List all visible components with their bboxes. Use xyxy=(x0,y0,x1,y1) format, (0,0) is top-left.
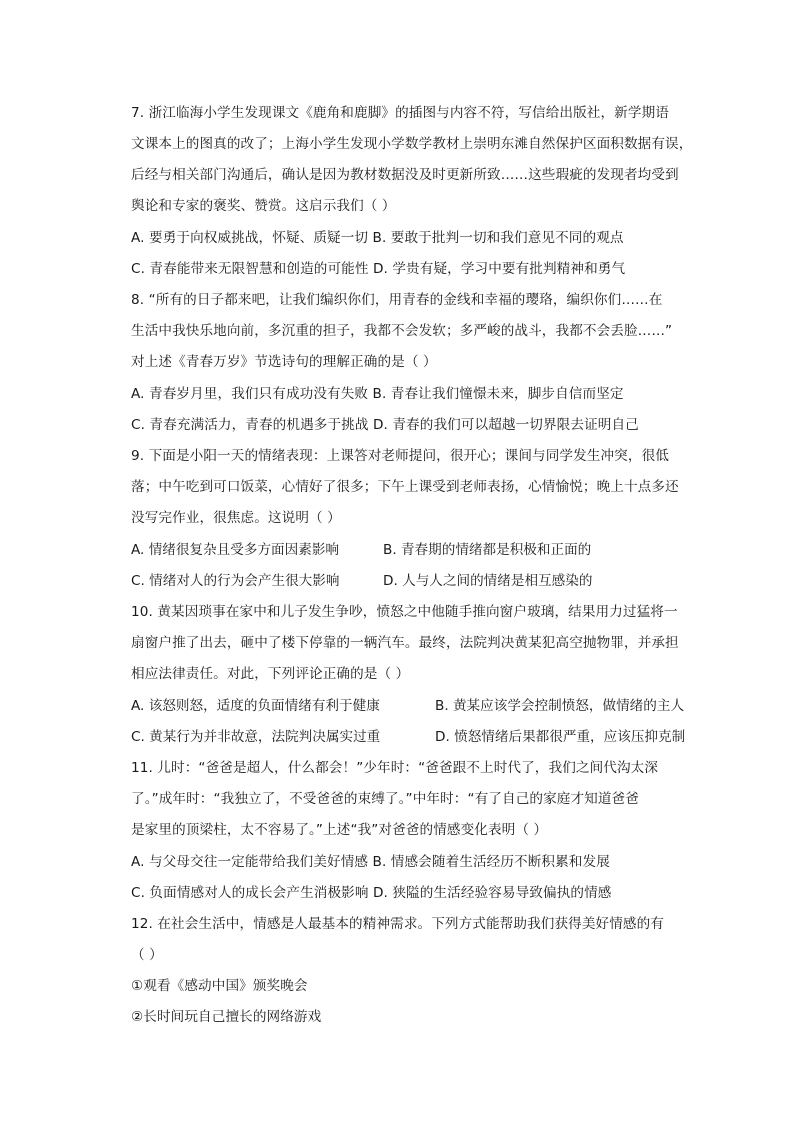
q7-stem-line-3: 后经与相关部门沟通后，确认是因为教材数据没及时更新所致……这些瑕疵的发现者均受到 xyxy=(131,167,679,183)
q10-option-c: C. 黄某行为并非故意，法院判决属实过重 xyxy=(131,729,381,745)
q9-option-c: C. 情绪对人的行为会产生很大影响 xyxy=(131,573,340,589)
q7-options-ab: A. 要勇于向权威挑战，怀疑、质疑一切 B. 要敢于批判一切和我们意见不同的观点 xyxy=(131,230,624,246)
q12-item-2: ②长时间玩自己擅长的网络游戏 xyxy=(131,1009,322,1025)
q8-options-cd: C. 青春充满活力，青春的机遇多于挑战 D. 青春的我们可以超越一切界限去证明自己 xyxy=(131,417,639,433)
q8-stem-line-3: 对上述《青春万岁》节选诗句的理解正确的是（ ） xyxy=(131,354,437,370)
q9-stem-line-1: 9. 下面是小阳一天的情绪表现：上课答对老师提问，很开心；课间与同学发生冲突，很低 xyxy=(131,448,669,464)
q8-stem-line-1: 8. “所有的日子都来吧，让我们编织你们，用青春的金线和幸福的璎珞，编织你们……在 xyxy=(131,292,663,308)
q12-item-1: ①观看《感动中国》颁奖晚会 xyxy=(131,978,308,994)
q11-options-ab: A. 与父母交往一定能带给我们美好情感 B. 情感会随着生活经历不断积累和发展 xyxy=(131,854,610,870)
q10-stem-line-1: 10. 黄某因琐事在家中和儿子发生争吵，愤怒之中他随手推向窗户玻璃，结果用力过猛将一 xyxy=(131,604,678,620)
q10-option-b: B. 黄某应该学会控制愤怒，做情绪的主人 xyxy=(435,698,685,714)
q9-option-a: A. 情绪很复杂且受多方面因素影响 xyxy=(131,542,340,558)
q10-stem-line-3: 相应法律责任。对此，下列评论正确的是（ ） xyxy=(131,666,410,682)
q7-options-cd: C. 青春能带来无限智慧和创造的可能性 D. 学贵有疑，学习中要有批判精神和勇气 xyxy=(131,261,626,277)
q8-options-ab: A. 青春岁月里，我们只有成功没有失败 B. 青春让我们憧憬未来，脚步自信而坚定 xyxy=(131,386,624,402)
q9-option-b: B. 青春期的情绪都是积极和正面的 xyxy=(383,542,592,558)
q10-option-a: A. 该怒则怒，适度的负面情绪有利于健康 xyxy=(131,698,380,714)
q10-option-d: D. 愤怒情绪后果都很严重，应该压抑克制 xyxy=(435,729,686,745)
q7-stem-line-2: 文课本上的图真的改了；上海小学生发现小学数学教材上崇明东滩自然保护区面积数据有误， xyxy=(131,136,693,152)
q9-stem-line-3: 没写完作业，很焦虑。这说明（ ） xyxy=(131,510,341,526)
q12-stem-line-2: （ ） xyxy=(131,947,163,963)
q7-stem-line-1: 7. 浙江临海小学生发现课文《鹿角和鹿脚》的插图与内容不符，写信给出版社，新学期语 xyxy=(131,105,669,121)
q11-options-cd: C. 负面情感对人的成长会产生消极影响 D. 狭隘的生活经验容易导致偏执的情感 xyxy=(131,885,612,901)
q10-stem-line-2: 扇窗户推了出去，砸中了楼下停靠的一辆汽车。最终，法院判决黄某犯高空抛物罪，并承担 xyxy=(131,635,679,651)
q11-stem-line-3: 是家里的顶梁柱，太不容易了。”上述“我”对爸爸的情感变化表明（ ） xyxy=(131,822,548,838)
q9-option-d: D. 人与人之间的情绪是相互感染的 xyxy=(383,573,593,589)
q7-stem-line-4: 舆论和专家的褒奖、赞赏。这启示我们（ ） xyxy=(131,198,396,214)
q8-stem-line-2: 生活中我快乐地向前，多沉重的担子，我都不会发软；多严峻的战斗，我都不会丢脸……” xyxy=(131,323,673,339)
q11-stem-line-2: 了。”成年时：“我独立了，不受爸爸的束缚了。”中年时：“有了自己的家庭才知道爸爸 xyxy=(131,791,639,807)
q11-stem-line-1: 11. 儿时：“爸爸是超人，什么都会！”少年时：“爸爸跟不上时代了，我们之间代沟太深 xyxy=(131,760,659,776)
q12-stem-line-1: 12. 在社会生活中，情感是人最基本的精神需求。下列方式能帮助我们获得美好情感的有 xyxy=(131,916,665,932)
q9-stem-line-2: 落；中午吃到可口饭菜，心情好了很多；下午上课受到老师表扬，心情愉悦；晚上十点多还 xyxy=(131,479,679,495)
